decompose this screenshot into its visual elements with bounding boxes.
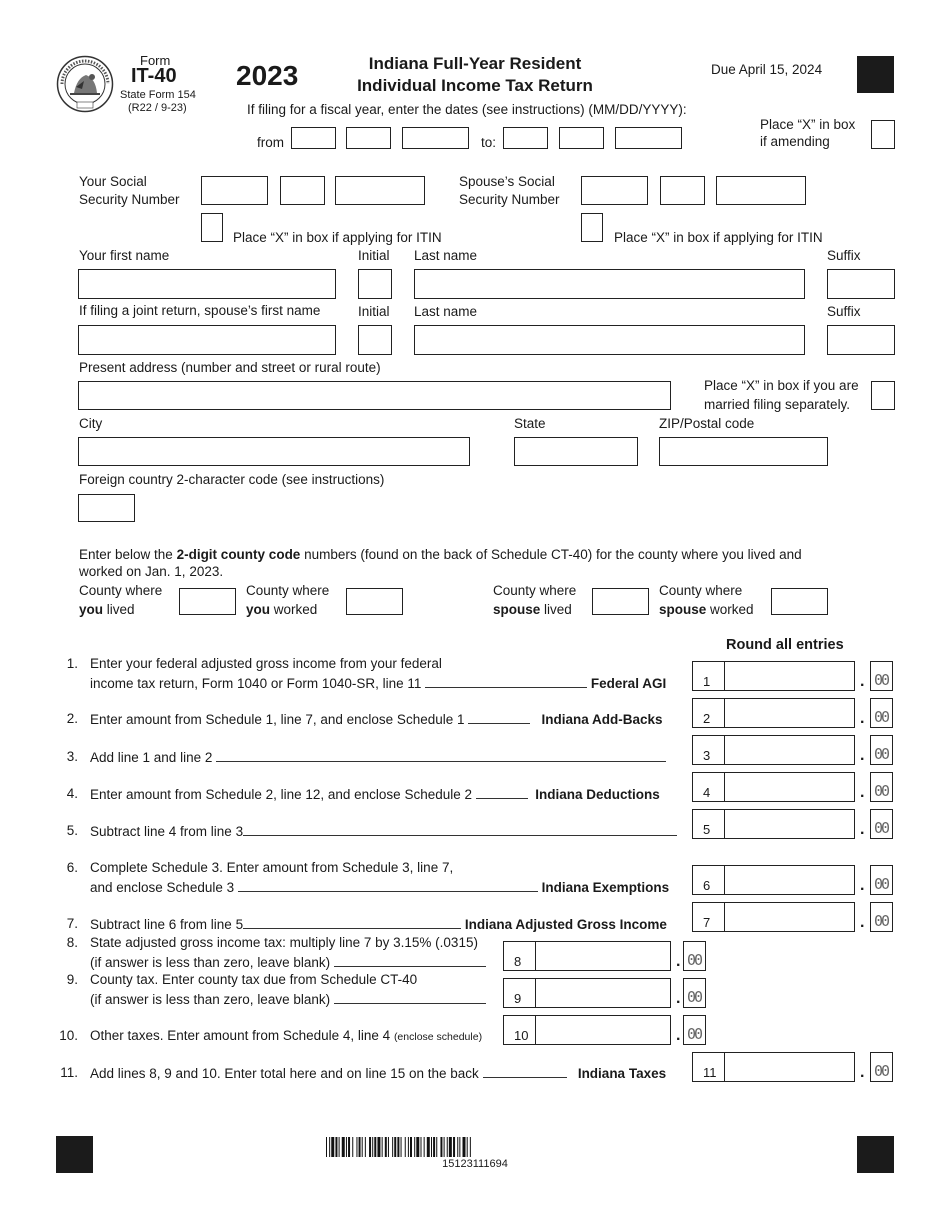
spouse-itin-checkbox[interactable] bbox=[581, 213, 603, 242]
barcode-bar bbox=[359, 1137, 361, 1157]
fiscal-from-day-input[interactable] bbox=[346, 127, 391, 149]
barcode-bar bbox=[356, 1137, 357, 1157]
spouse-last-name-label: Last name bbox=[414, 304, 478, 319]
barcode-bar bbox=[436, 1137, 437, 1157]
to-label: to: bbox=[481, 135, 497, 150]
initial-label: Initial bbox=[358, 248, 390, 263]
barcode-bar bbox=[440, 1137, 442, 1157]
barcode-bar bbox=[397, 1137, 399, 1157]
spouse-last-name-input[interactable] bbox=[414, 325, 805, 355]
barcode-bar bbox=[335, 1137, 337, 1157]
line-4-number: 4. bbox=[66, 786, 78, 801]
line-9-text1: County tax. Enter county tax due from Schedule CT-40 bbox=[90, 972, 418, 987]
form-word: Form bbox=[140, 53, 171, 68]
county-spouse-lived-label-line1: County where bbox=[493, 583, 577, 598]
tax-year: 2023 bbox=[236, 60, 299, 91]
barcode-number: 15123111694 bbox=[442, 1158, 508, 1170]
line-9-text2-row: (if answer is less than zero, leave blank) bbox=[90, 991, 486, 1007]
barcode-bar bbox=[449, 1137, 452, 1157]
county-you-lived-label-line2: you lived bbox=[79, 602, 135, 617]
barcode-bar bbox=[362, 1137, 363, 1157]
address-input[interactable] bbox=[78, 381, 671, 410]
city-input[interactable] bbox=[78, 437, 470, 466]
county-you-lived-input[interactable] bbox=[179, 588, 236, 615]
line-6-text2-row: and enclose Schedule 3 Indiana Exemptions bbox=[90, 880, 670, 895]
barcode-bar bbox=[394, 1137, 396, 1157]
line-6-text1: Complete Schedule 3. Enter amount from Schedule 3, line 7, bbox=[90, 860, 454, 875]
foreign-country-code-input[interactable] bbox=[78, 494, 135, 522]
ssn-part1-input[interactable] bbox=[201, 176, 268, 205]
line-11-text-row: Add lines 8, 9 and 10. Enter total here and on line 15 on the back Indiana Taxes bbox=[90, 1066, 667, 1081]
barcode-bar bbox=[405, 1137, 406, 1157]
barcode-bar bbox=[374, 1137, 376, 1157]
barcode-bar bbox=[427, 1137, 430, 1157]
barcode-bar bbox=[326, 1137, 327, 1157]
zip-label: ZIP/Postal code bbox=[659, 416, 755, 431]
barcode-bar bbox=[431, 1137, 432, 1157]
barcode-bar bbox=[392, 1137, 393, 1157]
barcode-bar bbox=[401, 1137, 402, 1157]
barcode-bar bbox=[467, 1137, 468, 1157]
line-8-text1: State adjusted gross income tax: multiply line 7 by 3.15% (.0315) bbox=[90, 935, 478, 950]
fiscal-year-instruction: If filing for a fiscal year, enter the dates (see instructions) (MM/DD/YYYY): bbox=[247, 102, 687, 117]
barcode-bar bbox=[365, 1137, 366, 1157]
line-7-text-row: Subtract line 6 from line 5 Indiana Adjusted Gross Income bbox=[90, 917, 667, 932]
line-1-number: 1. bbox=[66, 656, 78, 671]
barcode-bar bbox=[369, 1137, 371, 1157]
registration-mark-bottom-right bbox=[857, 1136, 894, 1173]
line-7-number: 7. bbox=[66, 916, 78, 931]
county-spouse-lived-input[interactable] bbox=[592, 588, 649, 615]
barcode-bar bbox=[377, 1137, 380, 1157]
married-filing-separately-checkbox[interactable] bbox=[871, 381, 895, 410]
barcode bbox=[326, 1137, 624, 1157]
fiscal-to-month-input[interactable] bbox=[503, 127, 548, 149]
line-2-number: 2. bbox=[66, 711, 78, 726]
barcode-bar bbox=[346, 1137, 347, 1157]
county-you-lived-label-line1: County where bbox=[79, 583, 163, 598]
state-input[interactable] bbox=[514, 437, 638, 466]
line-11-number: 11. bbox=[60, 1065, 78, 1080]
barcode-bar bbox=[416, 1137, 419, 1157]
barcode-bar bbox=[352, 1137, 353, 1157]
barcode-bar bbox=[447, 1137, 448, 1157]
barcode-bar bbox=[444, 1137, 445, 1157]
barcode-bar bbox=[453, 1137, 455, 1157]
county-spouse-worked-label-line2: spouse worked bbox=[659, 602, 754, 617]
suffix-input[interactable] bbox=[827, 269, 895, 299]
foreign-country-label: Foreign country 2-character code (see instructions) bbox=[79, 472, 385, 487]
barcode-bar bbox=[382, 1137, 383, 1157]
line-4-text-row: Enter amount from Schedule 2, line 12, and enclose Schedule 2 Indiana Deductions bbox=[90, 787, 660, 802]
barcode-bar bbox=[433, 1137, 435, 1157]
spouse-initial-label: Initial bbox=[358, 304, 390, 319]
barcode-bar bbox=[470, 1137, 471, 1157]
fiscal-to-year-input[interactable] bbox=[615, 127, 682, 149]
state-label: State bbox=[514, 416, 546, 431]
line-3-text-row: Add line 1 and line 2 bbox=[90, 749, 666, 765]
form-revision: (R22 / 9-23) bbox=[128, 102, 187, 114]
line-9-number: 9. bbox=[66, 972, 78, 987]
state-form-number: State Form 154 bbox=[120, 89, 196, 101]
line-2-text-row: Enter amount from Schedule 1, line 7, and enclose Schedule 1 Indiana Add-Backs bbox=[90, 712, 663, 727]
amending-checkbox[interactable] bbox=[871, 120, 895, 149]
form-title-line1: Indiana Full-Year Resident bbox=[368, 54, 582, 73]
spouse-ssn-part2-input[interactable] bbox=[660, 176, 705, 205]
barcode-bar bbox=[329, 1137, 330, 1157]
county-spouse-worked-input[interactable] bbox=[771, 588, 828, 615]
suffix-label: Suffix bbox=[827, 248, 861, 263]
line-6-number: 6. bbox=[66, 860, 78, 875]
county-spouse-lived-label-line2: spouse lived bbox=[493, 602, 572, 617]
barcode-bar bbox=[331, 1137, 334, 1157]
barcode-bar bbox=[372, 1137, 373, 1157]
from-label: from bbox=[257, 135, 284, 150]
form-number: IT-40 bbox=[131, 65, 177, 87]
last-name-label: Last name bbox=[414, 248, 478, 263]
county-intro-line1: Enter below the 2-digit county code numbers (found on the back of Schedule CT-40) for the county where you lived and bbox=[79, 547, 802, 562]
last-name-input[interactable] bbox=[414, 269, 805, 299]
ssn-label-line1: Your Social bbox=[79, 174, 147, 189]
barcode-bar bbox=[421, 1137, 422, 1157]
spouse-ssn-part1-input[interactable] bbox=[581, 176, 648, 205]
barcode-bar bbox=[457, 1137, 458, 1157]
line-3-number: 3. bbox=[66, 749, 78, 764]
first-name-label: Your first name bbox=[79, 248, 170, 263]
line-1-text2-row: income tax return, Form 1040 or Form 1040-SR, line 11 Federal AGI bbox=[90, 676, 667, 691]
barcode-bar bbox=[463, 1137, 466, 1157]
barcode-bar bbox=[385, 1137, 387, 1157]
itin-label: Place “X” in box if applying for ITIN bbox=[233, 230, 442, 245]
ssn-part2-input[interactable] bbox=[280, 176, 325, 205]
line-5-text-row: Subtract line 4 from line 3 bbox=[90, 823, 677, 839]
line-10-number: 10. bbox=[59, 1028, 78, 1043]
spouse-itin-label: Place “X” in box if applying for ITIN bbox=[614, 230, 823, 245]
line-8-text2-row: (if answer is less than zero, leave blank) bbox=[90, 954, 486, 970]
line-5-number: 5. bbox=[66, 823, 78, 838]
due-date: Due April 15, 2024 bbox=[711, 62, 823, 77]
county-intro-line2: worked on Jan. 1, 2023. bbox=[79, 564, 224, 579]
barcode-bar bbox=[410, 1137, 412, 1157]
barcode-bar bbox=[339, 1137, 340, 1157]
barcode-bar bbox=[342, 1137, 345, 1157]
line-10-text-row: Other taxes. Enter amount from Schedule 4, line 4 (enclose schedule) bbox=[90, 1028, 483, 1043]
round-all-entries-note: Round all entries bbox=[726, 637, 844, 653]
ssn-part3-input[interactable] bbox=[335, 176, 425, 205]
barcode-bar bbox=[388, 1137, 389, 1157]
mfs-label-line2: married filing separately. bbox=[704, 397, 851, 412]
barcode-bar bbox=[348, 1137, 350, 1157]
ssn-label-line2: Security Number bbox=[79, 192, 180, 207]
spouse-ssn-label-line2: Security Number bbox=[459, 192, 560, 207]
amend-label-line2: if amending bbox=[760, 134, 830, 149]
spouse-ssn-label-line1: Spouse’s Social bbox=[459, 174, 555, 189]
barcode-bar bbox=[408, 1137, 409, 1157]
amend-label-line1: Place “X” in box bbox=[760, 117, 856, 132]
itin-checkbox[interactable] bbox=[201, 213, 223, 242]
form-title-line2: Individual Income Tax Return bbox=[357, 76, 593, 95]
zip-input[interactable] bbox=[659, 437, 828, 466]
fiscal-from-month-input[interactable] bbox=[291, 127, 336, 149]
registration-mark-bottom-left bbox=[56, 1136, 93, 1173]
registration-mark-top-right bbox=[857, 56, 894, 93]
spouse-suffix-input[interactable] bbox=[827, 325, 895, 355]
county-spouse-worked-label-line1: County where bbox=[659, 583, 743, 598]
spouse-initial-input[interactable] bbox=[358, 325, 392, 355]
spouse-suffix-label: Suffix bbox=[827, 304, 861, 319]
spouse-ssn-part3-input[interactable] bbox=[716, 176, 806, 205]
city-label: City bbox=[79, 416, 103, 431]
county-you-worked-label-line2: you worked bbox=[246, 602, 318, 617]
indiana-state-seal-icon bbox=[56, 55, 114, 113]
address-label: Present address (number and street or rural route) bbox=[79, 360, 381, 375]
spouse-first-name-input[interactable] bbox=[78, 325, 336, 355]
line-1-text1: Enter your federal adjusted gross income from your federal bbox=[90, 656, 442, 671]
mfs-label-line1: Place “X” in box if you are bbox=[704, 378, 859, 393]
county-you-worked-input[interactable] bbox=[346, 588, 403, 615]
spouse-first-name-label: If filing a joint return, spouse’s first name bbox=[79, 303, 321, 318]
line-8-number: 8. bbox=[66, 935, 78, 950]
county-you-worked-label-line1: County where bbox=[246, 583, 330, 598]
first-name-input[interactable] bbox=[78, 269, 336, 299]
barcode-bar bbox=[459, 1137, 460, 1157]
fiscal-from-year-input[interactable] bbox=[402, 127, 469, 149]
fiscal-to-day-input[interactable] bbox=[559, 127, 604, 149]
barcode-bar bbox=[414, 1137, 415, 1157]
barcode-bar bbox=[424, 1137, 425, 1157]
initial-input[interactable] bbox=[358, 269, 392, 299]
